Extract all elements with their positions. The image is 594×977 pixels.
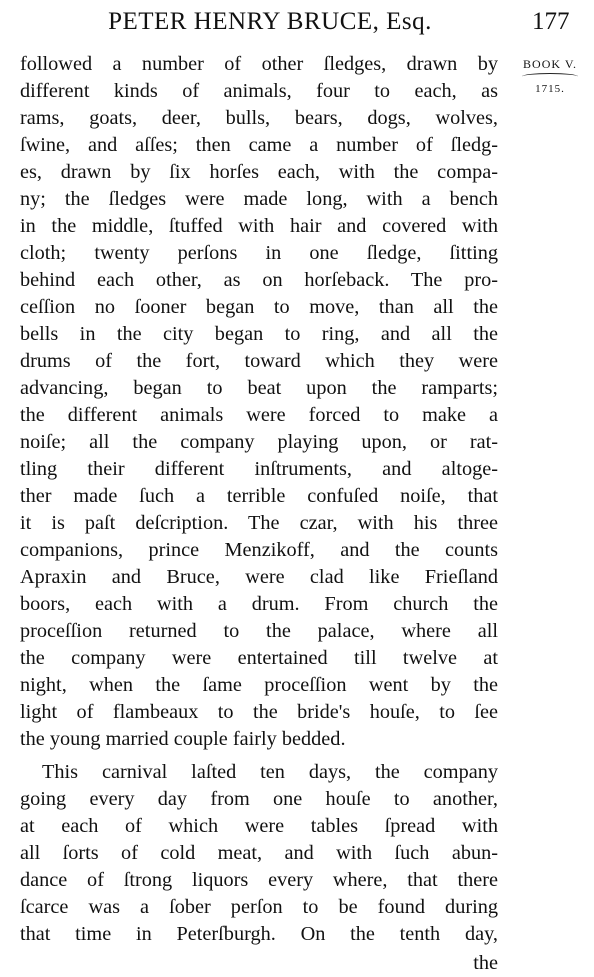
text-line: going every day from one houſe to another, [20, 788, 498, 810]
page-number: 177 [532, 8, 570, 35]
text-line: ſwine, and aſſes; then came a number of ſledg- [20, 134, 498, 156]
text-line: ceſſion no ſooner began to move, than all the [20, 296, 498, 318]
text-line: bells in the city began to ring, and all the [20, 323, 498, 345]
text-line: it is paſt deſcription. The czar, with his three [20, 512, 498, 534]
text-line: dance of ſtrong liquors every where, that there [20, 869, 498, 891]
margin-year: 1715. [535, 83, 565, 95]
text-line: followed a number of other ſledges, drawn by [20, 53, 498, 75]
text-line: noiſe; all the company playing upon, or rat- [20, 431, 498, 453]
catchword: the [473, 952, 498, 974]
margin-note [514, 57, 586, 96]
text-line: the young married couple fairly bedded. [20, 728, 346, 750]
text-line: This carnival laſted ten days, the company [42, 761, 498, 783]
text-line: es, drawn by ſix horſes each, with the compa- [20, 161, 498, 183]
margin-flourish [522, 73, 578, 80]
running-title: PETER HENRY BRUCE, Esq. [108, 8, 432, 35]
text-line: Apraxin and Bruce, were clad like Frieſland [20, 566, 498, 588]
text-line: ny; the ſledges were made long, with a bench [20, 188, 498, 210]
text-line: the different animals were forced to make a [20, 404, 498, 426]
text-line: cloth; twenty perſons in one ſledge, ſitting [20, 242, 498, 264]
text-line: companions, prince Menzikoff, and the counts [20, 539, 498, 561]
text-line: drums of the fort, toward which they were [20, 350, 498, 372]
text-line: the company were entertained till twelve at [20, 647, 498, 669]
text-line: tling their different inſtruments, and altoge- [20, 458, 498, 480]
text-line: at each of which were tables ſpread with [20, 815, 498, 837]
text-line: night, when the ſame proceſſion went by the [20, 674, 498, 696]
text-line: rams, goats, deer, bulls, bears, dogs, wolves, [20, 107, 498, 129]
text-line: that time in Peterſburgh. On the tenth day, [20, 923, 498, 945]
text-line: ſcarce was a ſober perſon to be found during [20, 896, 498, 918]
text-line: different kinds of animals, four to each, as [20, 80, 498, 102]
text-line: light of flambeaux to the bride's houſe, to ſee [20, 701, 498, 723]
text-line: boors, each with a drum. From church the [20, 593, 498, 615]
text-line: behind each other, as on horſeback. The pro- [20, 269, 498, 291]
text-line: in the middle, ſtuffed with hair and covered with [20, 215, 498, 237]
text-line: ther made ſuch a terrible confuſed noiſe, that [20, 485, 498, 507]
text-line: advancing, began to beat upon the ramparts; [20, 377, 498, 399]
body-text [20, 51, 498, 977]
text-line: all ſorts of cold meat, and with ſuch abun- [20, 842, 498, 864]
margin-book-label: BOOK V. [523, 57, 577, 71]
text-line: proceſſion returned to the palace, where all [20, 620, 498, 642]
